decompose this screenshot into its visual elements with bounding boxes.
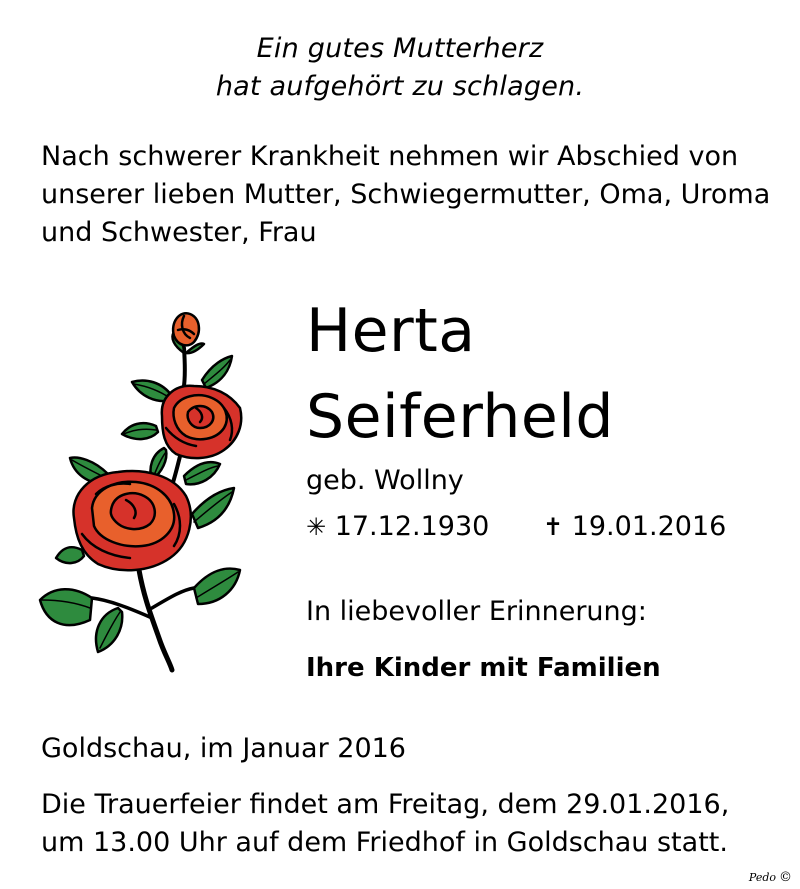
- signature: Ihre Kinder mit Familien: [306, 653, 661, 683]
- motto-line-1: Ein gutes Mutterherz: [256, 33, 544, 64]
- death-date: 19.01.2016: [571, 511, 727, 542]
- remembrance-line: In liebevoller Erinnerung:: [306, 596, 647, 627]
- birth-star-icon: ✳: [306, 513, 327, 541]
- death-cross-icon: ✝: [543, 513, 564, 541]
- credit-text: Pedo: [748, 871, 776, 884]
- intro-text: [41, 138, 781, 252]
- place-date: Goldschau, im Januar 2016: [41, 733, 406, 764]
- birth-date-group: [306, 509, 489, 545]
- intro-line-2: unserer lieben Mutter, Schwiegermutter, Oma, Uroma: [41, 179, 771, 210]
- rose-icon: [34, 308, 244, 678]
- copyright-icon: ©: [779, 870, 792, 885]
- funeral-line-2: um 13.00 Uhr auf dem Friedhof in Goldschau statt.: [41, 827, 728, 858]
- intro-line-1: Nach schwerer Krankheit nehmen wir Abschied von: [41, 141, 739, 172]
- designer-credit: [749, 871, 792, 885]
- birth-date: 17.12.1930: [334, 511, 490, 542]
- funeral-info: [41, 786, 729, 862]
- intro-line-3: und Schwester, Frau: [41, 217, 317, 248]
- motto-line-2: hat aufgehört zu schlagen.: [215, 71, 585, 102]
- maiden-name: geb. Wollny: [306, 465, 464, 496]
- death-date-group: [543, 509, 726, 545]
- deceased-name: [306, 288, 614, 460]
- motto: [0, 30, 800, 106]
- funeral-line-1: Die Trauerfeier findet am Freitag, dem 29.01.2016,: [41, 789, 730, 820]
- first-name: Herta: [306, 296, 476, 366]
- last-name: Seiferheld: [306, 382, 615, 452]
